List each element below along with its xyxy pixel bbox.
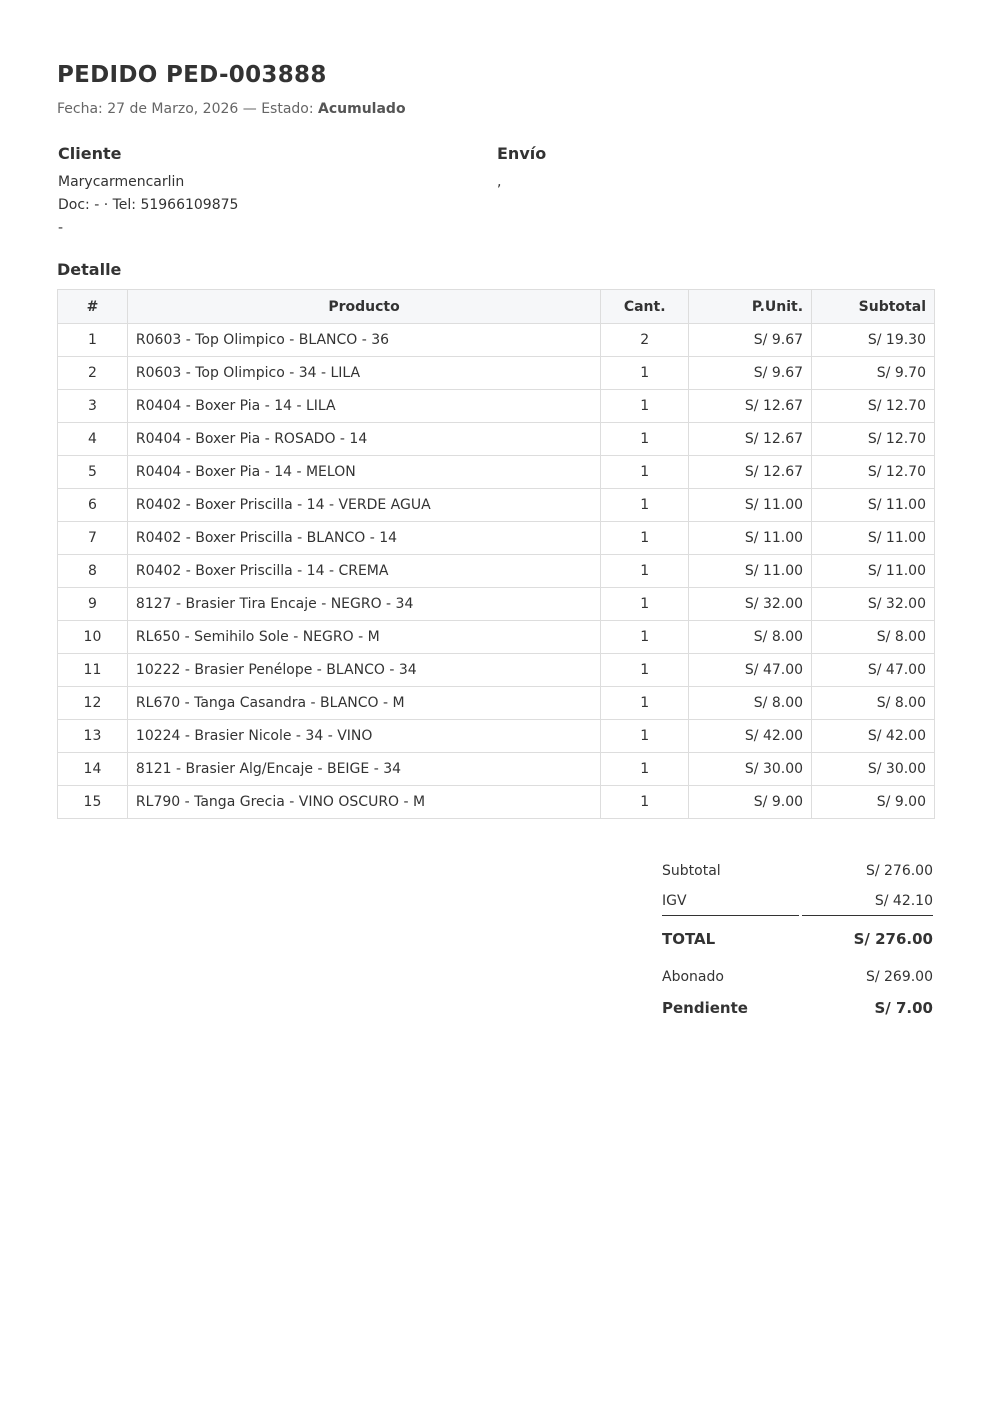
cell-num: 15 (58, 786, 128, 819)
cell-subtotal: S/ 8.00 (812, 687, 935, 720)
table-row (58, 357, 935, 390)
cell-punit: S/ 32.00 (689, 588, 812, 621)
cell-punit: S/ 9.67 (689, 324, 812, 357)
cell-cant: 1 (601, 357, 689, 390)
cell-cant: 1 (601, 720, 689, 753)
cell-cant: 1 (601, 687, 689, 720)
cell-punit: S/ 9.00 (689, 786, 812, 819)
pendiente-label: Pendiente (662, 998, 748, 1017)
cell-punit: S/ 12.67 (689, 390, 812, 423)
cell-punit: S/ 30.00 (689, 753, 812, 786)
cell-punit: S/ 11.00 (689, 489, 812, 522)
total-value: S/ 276.00 (853, 930, 933, 948)
cell-subtotal: S/ 12.70 (812, 423, 935, 456)
fecha-text: Fecha: 27 de Marzo, 2026 — Estado: (57, 101, 319, 117)
col-header-num: # (58, 290, 128, 324)
cell-cant: 1 (601, 555, 689, 588)
cell-producto: R0603 - Top Olimpico - 34 - LILA (127, 357, 600, 390)
cell-producto: R0404 - Boxer Pia - 14 - LILA (127, 390, 600, 423)
cell-cant: 1 (601, 489, 689, 522)
table-row (58, 522, 935, 555)
igv-label: IGV (662, 893, 799, 916)
cell-punit: S/ 42.00 (689, 720, 812, 753)
cell-cant: 1 (601, 621, 689, 654)
abonado-row (662, 961, 933, 992)
items-table (57, 289, 935, 819)
subtotal-label: Subtotal (662, 862, 721, 879)
cell-punit: S/ 12.67 (689, 456, 812, 489)
col-header-subtotal: Subtotal (812, 290, 935, 324)
table-row (58, 753, 935, 786)
page-title: PEDIDO PED-003888 (57, 62, 327, 88)
cell-cant: 1 (601, 753, 689, 786)
cell-producto: RL670 - Tanga Casandra - BLANCO - M (127, 687, 600, 720)
table-header-row (58, 290, 935, 324)
cell-subtotal: S/ 32.00 (812, 588, 935, 621)
cell-producto: R0404 - Boxer Pia - ROSADO - 14 (127, 423, 600, 456)
detalle-title: Detalle (57, 260, 122, 279)
cell-cant: 1 (601, 786, 689, 819)
cell-num: 13 (58, 720, 128, 753)
cell-num: 2 (58, 357, 128, 390)
cell-subtotal: S/ 12.70 (812, 456, 935, 489)
table-row (58, 489, 935, 522)
cell-punit: S/ 12.67 (689, 423, 812, 456)
table-row (58, 687, 935, 720)
table-row (58, 786, 935, 819)
cell-cant: 1 (601, 423, 689, 456)
cell-num: 4 (58, 423, 128, 456)
cell-subtotal: S/ 12.70 (812, 390, 935, 423)
cell-producto: R0603 - Top Olimpico - BLANCO - 36 (127, 324, 600, 357)
cell-cant: 1 (601, 654, 689, 687)
total-label: TOTAL (662, 930, 716, 948)
estado-value: Acumulado (318, 101, 406, 117)
cliente-extra: - (58, 220, 64, 236)
pendiente-row (662, 992, 933, 1023)
cell-subtotal: S/ 19.30 (812, 324, 935, 357)
order-meta (57, 101, 406, 117)
cell-num: 1 (58, 324, 128, 357)
cell-cant: 1 (601, 588, 689, 621)
cell-punit: S/ 9.67 (689, 357, 812, 390)
cell-cant: 1 (601, 456, 689, 489)
cell-producto: RL790 - Tanga Grecia - VINO OSCURO - M (127, 786, 600, 819)
cell-cant: 2 (601, 324, 689, 357)
cell-punit: S/ 11.00 (689, 555, 812, 588)
col-header-punit: P.Unit. (689, 290, 812, 324)
table-row (58, 720, 935, 753)
col-header-producto: Producto (127, 290, 600, 324)
table-row (58, 588, 935, 621)
cell-subtotal: S/ 9.00 (812, 786, 935, 819)
cell-num: 11 (58, 654, 128, 687)
cell-producto: R0404 - Boxer Pia - 14 - MELON (127, 456, 600, 489)
abonado-value: S/ 269.00 (865, 968, 933, 985)
cell-producto: 10224 - Brasier Nicole - 34 - VINO (127, 720, 600, 753)
abonado-label: Abonado (662, 968, 724, 985)
pendiente-value: S/ 7.00 (874, 998, 933, 1017)
totals-block (662, 855, 933, 1023)
subtotal-row (662, 855, 933, 886)
cell-producto: 8127 - Brasier Tira Encaje - NEGRO - 34 (127, 588, 600, 621)
table-row (58, 423, 935, 456)
cell-subtotal: S/ 11.00 (812, 522, 935, 555)
cell-num: 5 (58, 456, 128, 489)
cell-subtotal: S/ 11.00 (812, 489, 935, 522)
table-row (58, 621, 935, 654)
cell-producto: RL650 - Semihilo Sole - NEGRO - M (127, 621, 600, 654)
cell-producto: 8121 - Brasier Alg/Encaje - BEIGE - 34 (127, 753, 600, 786)
cell-cant: 1 (601, 390, 689, 423)
cell-subtotal: S/ 11.00 (812, 555, 935, 588)
cell-num: 8 (58, 555, 128, 588)
cell-punit: S/ 47.00 (689, 654, 812, 687)
cell-num: 9 (58, 588, 128, 621)
cell-producto: R0402 - Boxer Priscilla - 14 - CREMA (127, 555, 600, 588)
cell-producto: R0402 - Boxer Priscilla - BLANCO - 14 (127, 522, 600, 555)
cell-num: 14 (58, 753, 128, 786)
igv-row (662, 886, 933, 917)
subtotal-value: S/ 276.00 (865, 862, 933, 879)
cell-num: 3 (58, 390, 128, 423)
table-row (58, 456, 935, 489)
total-row (662, 917, 933, 961)
cell-num: 10 (58, 621, 128, 654)
cell-num: 12 (58, 687, 128, 720)
cell-subtotal: S/ 30.00 (812, 753, 935, 786)
cell-producto: R0402 - Boxer Priscilla - 14 - VERDE AGUA (127, 489, 600, 522)
cliente-doc: Doc: - · Tel: 51966109875 (58, 197, 239, 213)
igv-value: S/ 42.10 (802, 893, 933, 916)
table-row (58, 390, 935, 423)
table-row (58, 555, 935, 588)
cell-punit: S/ 11.00 (689, 522, 812, 555)
cell-cant: 1 (601, 522, 689, 555)
cell-subtotal: S/ 9.70 (812, 357, 935, 390)
cell-punit: S/ 8.00 (689, 621, 812, 654)
cell-num: 6 (58, 489, 128, 522)
cell-subtotal: S/ 47.00 (812, 654, 935, 687)
cell-subtotal: S/ 42.00 (812, 720, 935, 753)
table-body (58, 324, 935, 819)
col-header-cant: Cant. (601, 290, 689, 324)
envio-title: Envío (497, 144, 547, 163)
cliente-title: Cliente (58, 144, 122, 163)
cell-num: 7 (58, 522, 128, 555)
cell-punit: S/ 8.00 (689, 687, 812, 720)
cell-producto: 10222 - Brasier Penélope - BLANCO - 34 (127, 654, 600, 687)
cell-subtotal: S/ 8.00 (812, 621, 935, 654)
table-row (58, 654, 935, 687)
cliente-name: Marycarmencarlin (58, 174, 185, 190)
envio-line: , (497, 174, 502, 190)
table-row (58, 324, 935, 357)
